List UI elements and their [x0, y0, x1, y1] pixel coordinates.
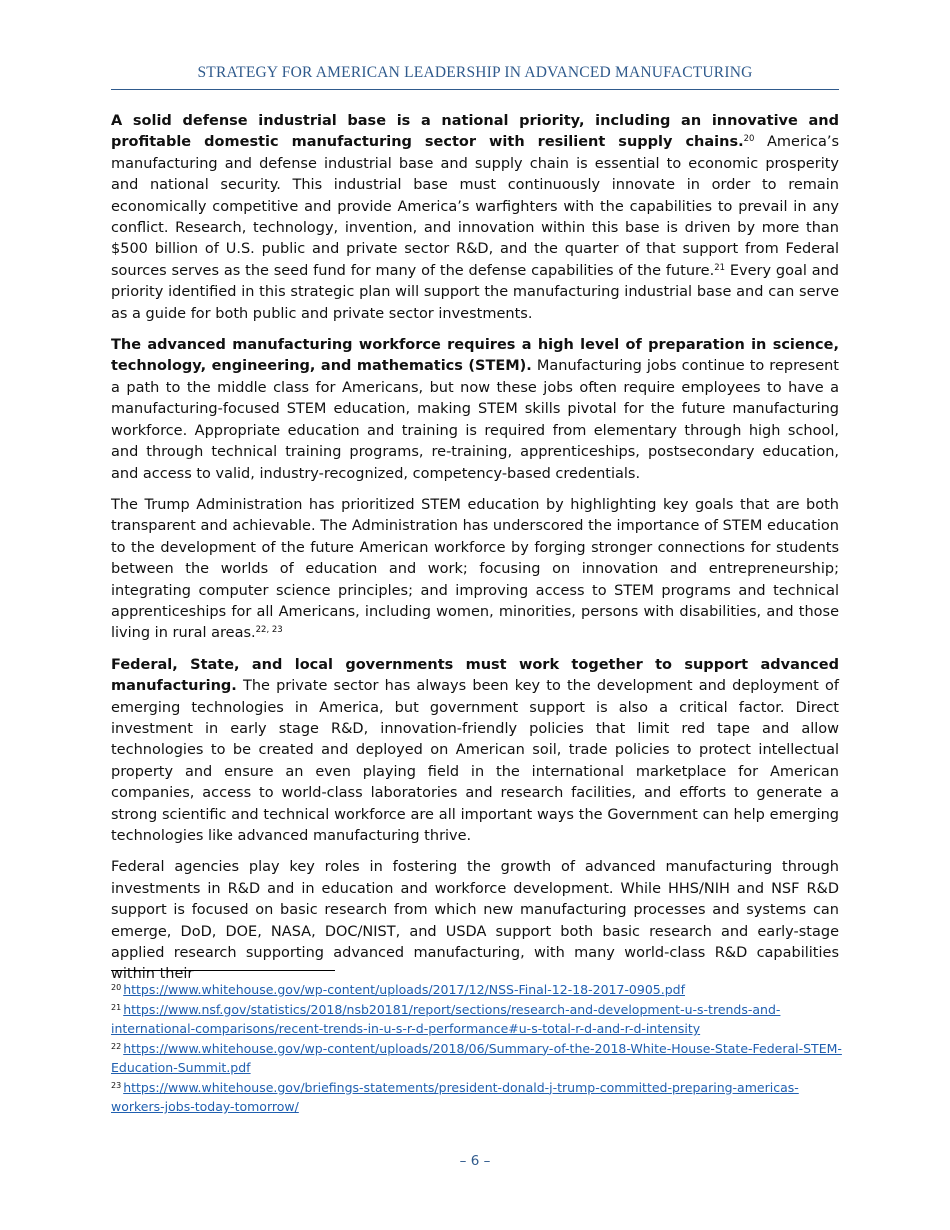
footnote-item	[111, 1039, 851, 1078]
paragraph-government-support	[111, 655, 839, 848]
footnote-item	[111, 980, 851, 1000]
running-header: STRATEGY FOR AMERICAN LEADERSHIP IN ADVANCED MANUFACTURING	[197, 64, 753, 81]
paragraph-stem-education	[111, 495, 839, 645]
page-number: – 6 –	[459, 1153, 491, 1169]
footnote-link[interactable]: https://www.whitehouse.gov/wp-content/uploads/2017/12/NSS-Final-12-18-2017-0905.pdf	[123, 982, 685, 997]
body-text	[111, 111, 839, 996]
paragraph-federal-agencies	[111, 857, 839, 985]
paragraph-text: The private sector has always been key to the development and deployment of emerging technologies in America, but government support is also a critical factor. Direct investment in early stage R&D, innovation-friendly policies that limit red tape and allow technologies to be created and deployed on American soil, trade policies to protect intellectual property and ensure an even playing field in the international marketplace for American companies, access to world-class laboratories and research facilities, and efforts to generate a strong scientific and technical workforce are all important ways the Government can help emerging technologies like advanced manufacturing thrive.	[111, 678, 839, 844]
paragraph-text: America’s manufacturing and defense industrial base and supply chain is essential to economic prosperity and national security. This industrial base must continuously innovate in order to remain economically competitive and provide America’s warfighters with the capabilities to prevail in any conflict. Research, technology, invention, and innovation within this base is driven by more than $500 billion of U.S. public and private sector R&D, and the quarter of that support from Federal sources serves as the seed fund for many of the defense capabilities of the future.	[111, 134, 839, 279]
footnote-link[interactable]: https://www.whitehouse.gov/briefings-statements/president-donald-j-trump-committed-preparing-americas-workers-jobs-today-tomorrow/	[111, 1079, 799, 1114]
paragraph-lead: Federal, State, and local governments must work together to support advanced manufacturing.	[111, 656, 839, 695]
paragraph-text: Federal agencies play key roles in fostering the growth of advanced manufacturing through investments in R&D and in education and workforce development. While HHS/NIH and NSF R&D support is focused on basic research from which new manufacturing processes and systems can emerge, DoD, DOE, NASA, DOC/NIST, and USDA support both basic research and early-stage applied research supporting advanced manufacturing, with many world-class R&D capabilities within their	[111, 859, 839, 983]
footnote-link[interactable]: https://www.nsf.gov/statistics/2018/nsb20181/report/sections/research-and-development-u-s-trends-and-international-comparisons/recent-trends-in-u-s-r-d-performance#u-s-total-r-d-and-r-d-intensity	[111, 1001, 781, 1036]
paragraph-text: The Trump Administration has prioritized STEM education by highlighting key goals that are both transparent and achievable. The Administration has underscored the importance of STEM education to the development of the future American workforce by forging stronger connections for students between the worlds of education and work; focusing on innovation and entrepreneurship; integrating computer science principles; and improving access to STEM programs and technical apprenticeships for all Americans, including women, minorities, persons with disabilities, and those living in rural areas.	[111, 496, 839, 642]
paragraph-text: Every goal and priority identified in this strategic plan will support the manufacturing industrial base and can serve as a guide for both public and private sector investments.	[111, 262, 839, 322]
footnote-number: 22	[111, 1041, 122, 1051]
paragraph-lead: The advanced manufacturing workforce requires a high level of preparation in science, technology, engineering, and mathematics (STEM).	[111, 337, 839, 375]
footnote-link[interactable]: https://www.whitehouse.gov/wp-content/uploads/2018/06/Summary-of-the-2018-White-House-State-Federal-STEM-Education-Summit.pdf	[111, 1040, 842, 1075]
footnote-divider	[111, 970, 335, 971]
footnote-ref[interactable]: 20	[743, 134, 755, 145]
paragraph-defense-industrial-base	[111, 111, 839, 325]
header-divider	[111, 89, 839, 90]
footnote-ref[interactable]: 21	[714, 262, 726, 273]
paragraph-stem-workforce	[111, 335, 839, 485]
footnote-ref[interactable]: 22, 23	[255, 625, 283, 636]
footnote-number: 23	[111, 1080, 122, 1090]
footnotes	[111, 980, 851, 1117]
paragraph-lead: A solid defense industrial base is a national priority, including an innovative and profitable domestic manufacturing sector with resilient supply chains.	[111, 113, 839, 151]
footnote-number: 20	[111, 983, 122, 992]
footnote-number: 21	[111, 1002, 122, 1012]
footnote-item	[111, 1078, 851, 1117]
footnote-item	[111, 1000, 851, 1039]
paragraph-text: Manufacturing jobs continue to represent a path to the middle class for Americans, but now these jobs often require employees to have a manufacturing-focused STEM education, making STEM skills pivotal for the future manufacturing workforce. Appropriate education and training is required from elementary through high school, and through technical training programs, re-training, apprenticeships, postsecondary education, and access to valid, industry-recognized, competency-based credentials.	[111, 358, 839, 482]
